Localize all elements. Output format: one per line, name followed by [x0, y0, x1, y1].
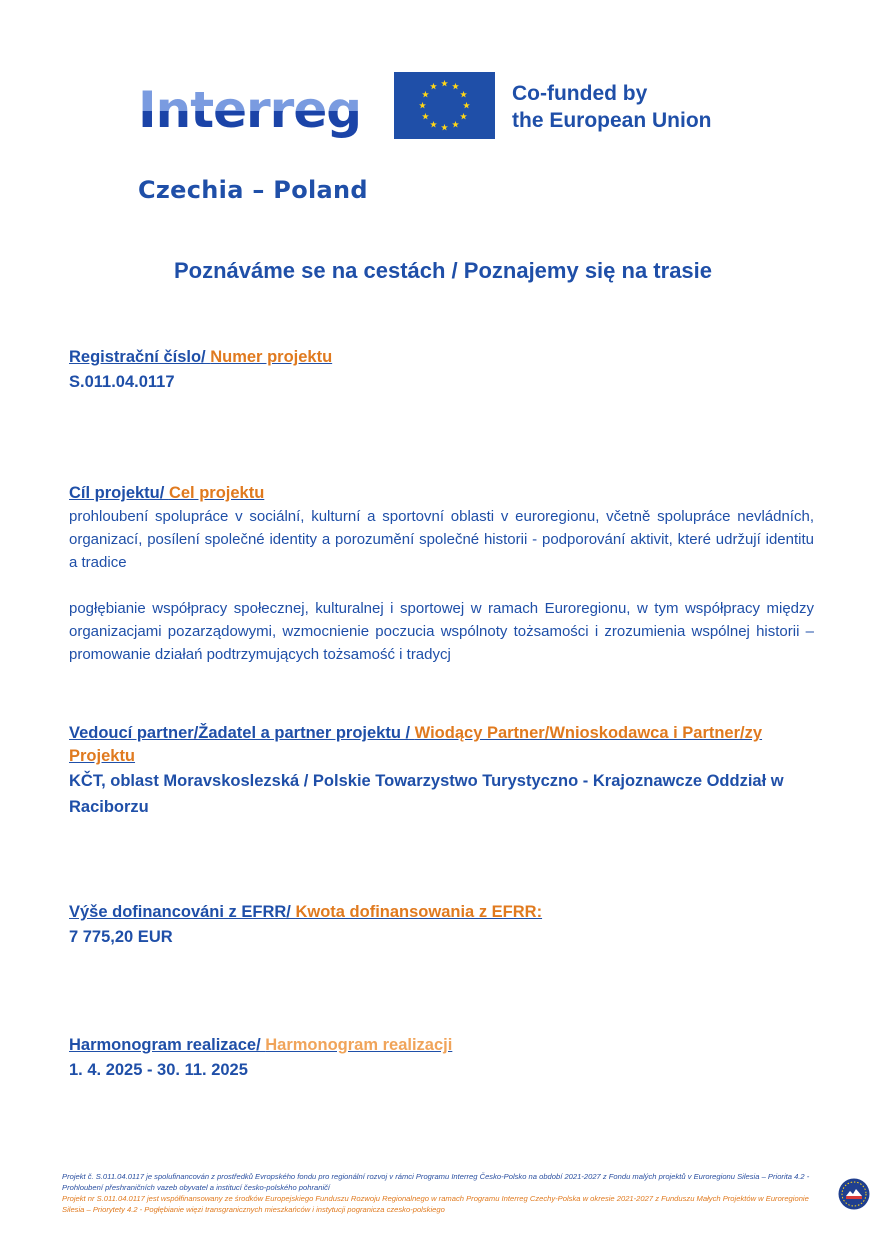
footer-text-cz: Projekt č. S.011.04.0117 je spolufinancován z prostředků Evropského fondu pro regionální rozvoj v rámci Programu Interreg Česko-Polsko na období 2021-2027 z Fondu malých projektů v Euroregionu Silesia – Priorita 4.2 - Prohloubení přeshraničních vazeb obyvatel a institucí česko-polského pohraničí	[62, 1172, 810, 1192]
euroregion-seal-icon	[838, 1178, 870, 1210]
partners-section	[69, 722, 789, 820]
eu-cofunded-text	[512, 80, 712, 134]
registration-heading	[69, 346, 814, 369]
funding-section	[69, 901, 814, 950]
schedule-label-cz: Harmonogram realizace/	[69, 1036, 266, 1054]
funding-label-cz: Výše dofinancováni z EFRR/	[69, 903, 296, 921]
footer-note	[62, 1171, 822, 1215]
registration-section	[69, 346, 814, 395]
partners-label-cz: Vedoucí partner/Žadatel a partner projektu /	[69, 724, 415, 742]
interreg-logo: Interreg	[138, 81, 362, 139]
partners-label-pl: Wiodący Partner/Wnioskodawca i Partner/zy Projektu	[69, 724, 763, 765]
registration-label-pl: Numer projektu	[210, 348, 333, 366]
goal-label-pl: Cel projektu	[168, 484, 265, 502]
schedule-label-pl: Harmonogram realizacji	[265, 1036, 453, 1054]
funding-label-pl: Kwota dofinansowania z EFRR:	[295, 903, 543, 921]
goal-label-cz: Cíl projektu/	[69, 484, 169, 502]
goal-text-pl: pogłębianie współpracy społecznej, kulturalnej i sportowej w ramach Euroregionu, w tym współpracy między organizacjami pozarządowymi, wzmocnienie poczucia wspólnoty tożsamości i zrozumienia wspólnej historii – promowanie działań podtrzymujących tożsamość i tradycj	[69, 600, 814, 663]
footer-text-pl: Projekt nr S.011.04.0117 jest współfinansowany ze środków Europejskiego Funduszu Rozwoju Regionalnego w ramach Programu Interreg Czechy-Polska w okresie 2021-2027 z Funduszu Małych Projektów w Euroregionie Silesia – Priorytety 4.2 - Pogłębianie więzi transgranicznych mieszkańców i instytucji pogranicza czesko-polskiego	[62, 1194, 809, 1214]
eu-flag-icon	[394, 72, 495, 139]
schedule-heading	[69, 1034, 814, 1057]
registration-label-cz: Registrační číslo/	[69, 348, 211, 366]
schedule-section	[69, 1034, 814, 1083]
eu-line-1: Co-funded by	[512, 82, 648, 105]
registration-value: S.011.04.0117	[69, 373, 175, 391]
funding-value: 7 775,20 EUR	[69, 928, 173, 946]
page-title: Poznáváme se na cestách / Poznajemy się na trasie	[173, 258, 713, 283]
goal-heading	[69, 482, 814, 505]
goal-section	[69, 482, 814, 666]
program-name: Czechia – Poland	[138, 176, 368, 204]
eu-line-2: the European Union	[512, 109, 712, 132]
partners-value: KČT, oblast Moravskoslezská / Polskie Towarzystwo Turystyczno - Krajoznawcze Oddział w Raciborzu	[69, 772, 784, 816]
goal-text-cz: prohloubení spolupráce v sociální, kulturní a sportovní oblasti v euroregionu, včetně spolupráce nevládních, organizací, posílení společné identity a porozumění společné historii - podporování aktivit, které udržují identitu a tradice	[69, 508, 814, 571]
partners-heading	[69, 722, 789, 768]
funding-heading	[69, 901, 814, 924]
schedule-value: 1. 4. 2025 - 30. 11. 2025	[69, 1061, 248, 1079]
